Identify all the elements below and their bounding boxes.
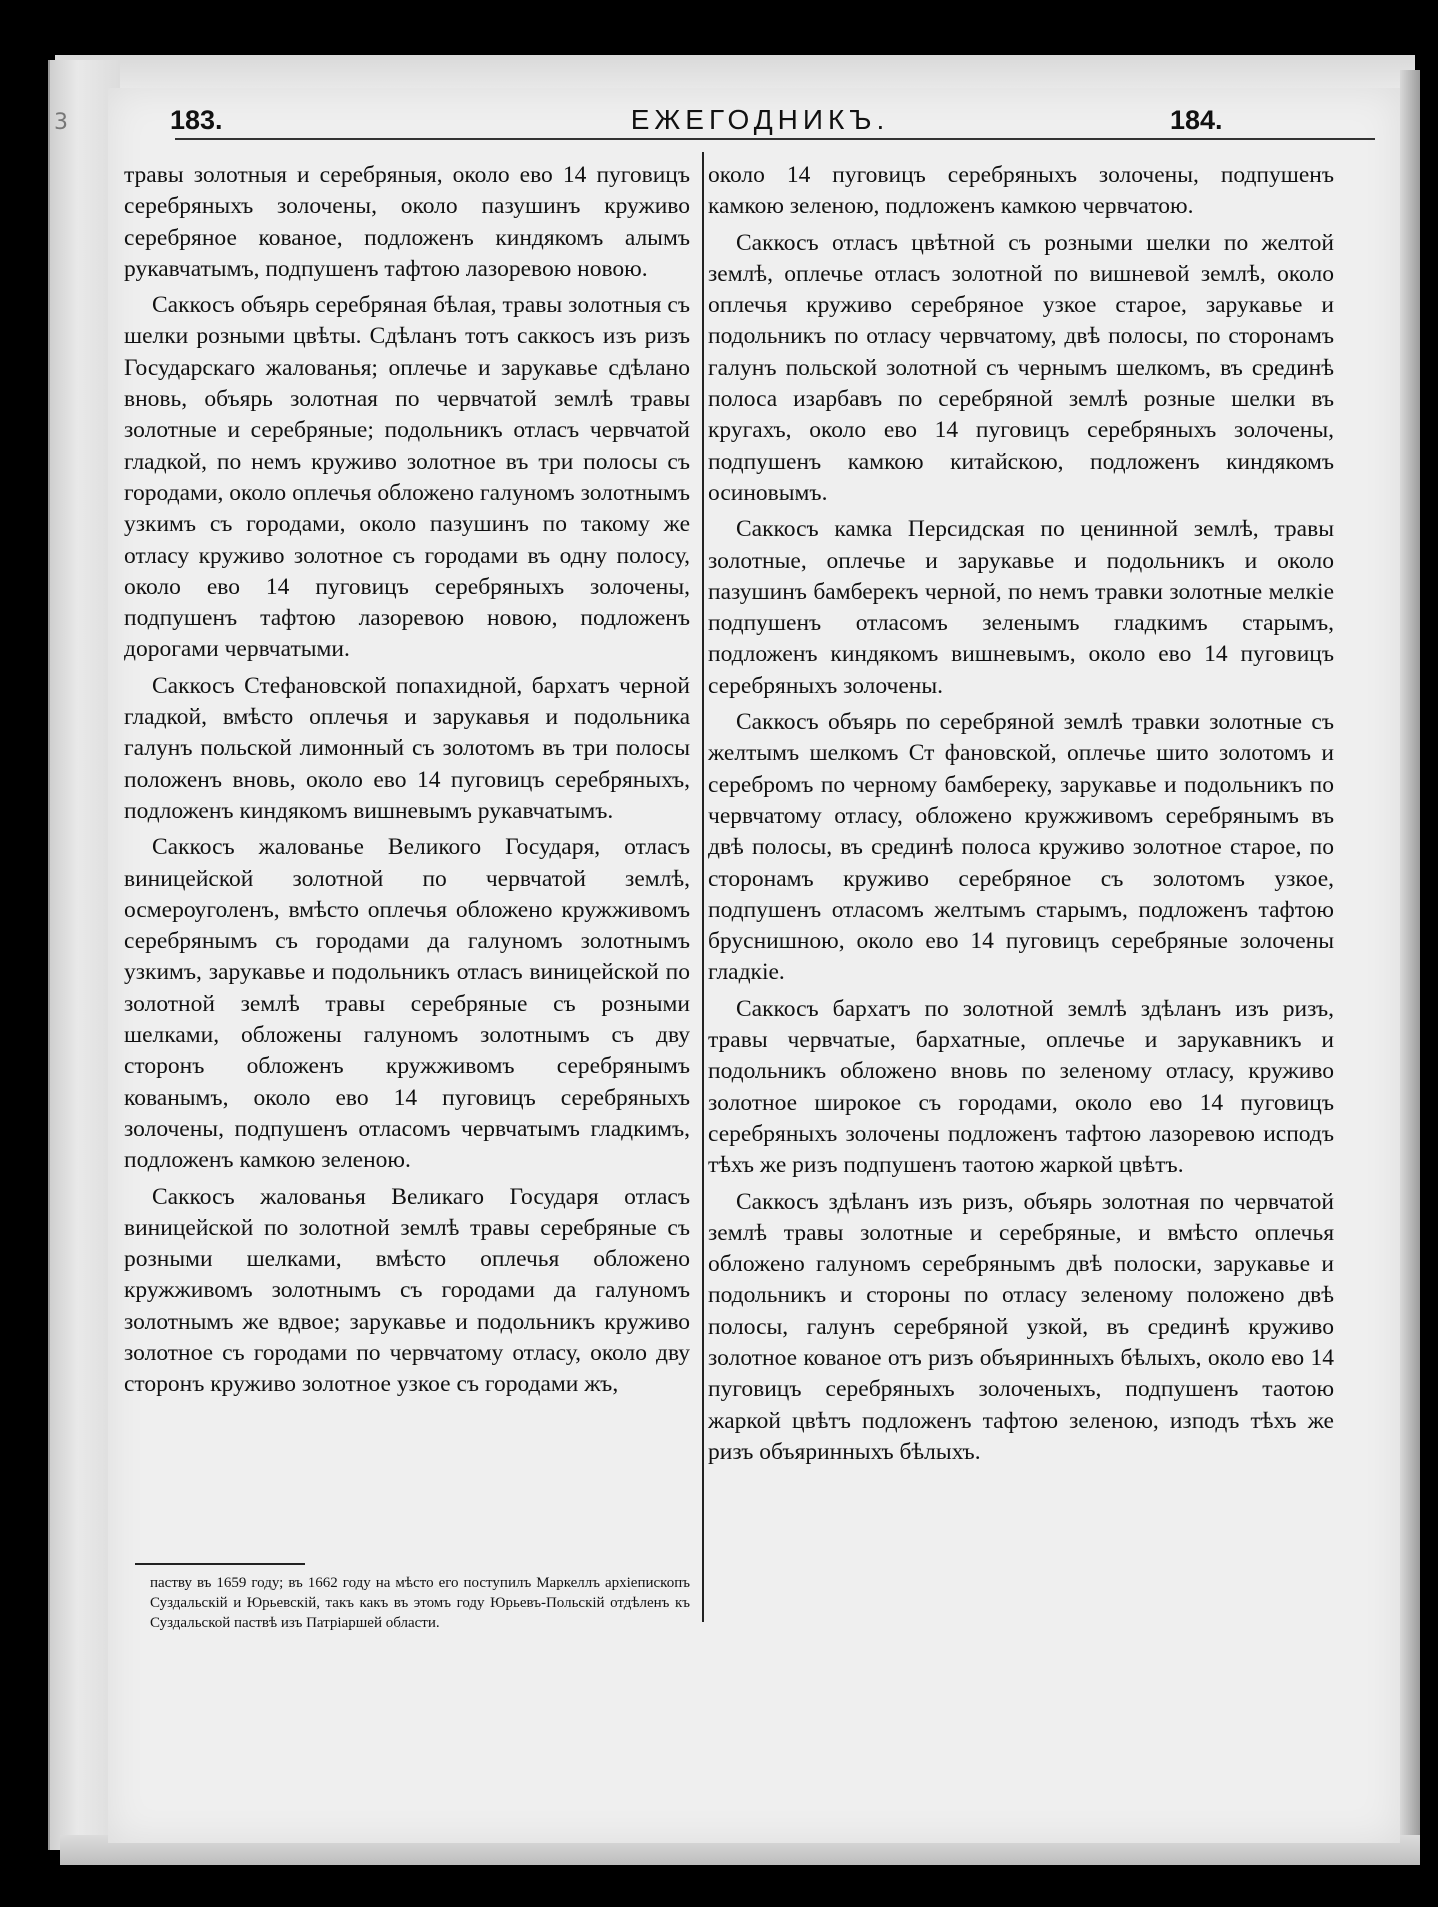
- page-number-left: 183.: [170, 105, 223, 135]
- paragraph: около 14 пуговицъ серебряныхъ золочены, подпушенъ камкою зеленою, подложенъ камкою червчатою.: [708, 162, 1334, 220]
- right-column: [708, 160, 1334, 1468]
- footnote-rule: [135, 1563, 305, 1565]
- margin-mark: 3: [54, 110, 68, 135]
- paragraph: Саккосъ объярь по серебряной землѣ травки золотные съ желтымъ шелкомъ Ст фановской, оплечье шито золотомъ и серебромъ по черному бамбереку, зарукавье и подольникъ по червчатому отласу, обложено кружживомъ серебрянымъ въ двѣ полосы, въ срединѣ полоса круживо золотное старое, по сторонамъ круживо серебряное съ золотомъ узкое, подпушенъ отласомъ желтымъ старымъ, подложенъ тафтою бруснишною, около ево 14 пуговицъ серебряные золочены гладкіе.: [708, 709, 1334, 986]
- paragraph: Саккосъ камка Персидская по ценинной землѣ, травы золотные, оплечье и зарукавье и подольникъ и около пазушинъ бамберекъ черной, по немъ травки золотные мелкіе подпушенъ отласомъ зеленымъ гладкимъ старымъ, подложенъ киндякомъ вишневымъ, около ево 14 пуговицъ серебряныхъ золочены.: [708, 516, 1334, 699]
- column-divider: [702, 152, 704, 1622]
- paragraph: травы золотныя и серебряныя, около ево 14 пуговицъ серебряныхъ золочены, около пазушинъ круживо серебряное кованое, подложенъ киндякомъ алымъ рукавчатымъ, подпушенъ тафтою лазоревою новою.: [124, 162, 690, 282]
- footnote: паству въ 1659 году; въ 1662 году на мѣсто его поступилъ Маркеллъ архіепископъ Суздальскій и Юрьевскій, такъ какъ въ этомъ году Юрьевъ-Польскій отдѣленъ къ Суздальской паствѣ изъ Патріаршей области.: [150, 1575, 690, 1631]
- paragraph: Саккосъ жалованье Великого Государя, отласъ виницейской золотной по червчатой землѣ, осмероуголенъ, вмѣсто оплечья обложено кружживомъ серебрянымъ съ городами да галуномъ золотнымъ узкимъ, зарукавье и подольникъ отласъ виницейской по золотной землѣ травы серебряные съ розными шелками, обложены галуномъ золотнымъ съ дву сторонъ обложенъ кружживомъ серебрянымъ кованымъ, около ево 14 пуговицъ серебряныхъ золочены, подпушенъ отласомъ червчатымъ гладкимъ, подложенъ камкою зеленою.: [124, 834, 690, 1174]
- running-title: ЕЖЕГОДНИКЪ.: [630, 104, 890, 135]
- paper-edge-right: [1400, 70, 1420, 1860]
- paragraph: Саккосъ отласъ цвѣтной съ розными шелки по желтой землѣ, оплечье отласъ золотной по вишневой землѣ, около оплечья круживо серебряное узкое старое, зарукавье и подольникъ по отласу червчатому, двѣ полосы, по сторонамъ галунъ польской золотной съ чернымъ шелкомъ, въ срединѣ полоса изарбавъ по серебряной землѣ розные шелки въ кругахъ, около ево 14 пуговицъ серебряныхъ золочены, подпушенъ камкою китайскою, подложенъ киндякомъ осиновымъ.: [708, 229, 1334, 506]
- paragraph: Саккосъ здѣланъ изъ ризъ, объярь золотная по червчатой землѣ травы золотные и серебряные, и вмѣсто оплечья обложено галуномъ серебрянымъ двѣ полоски, зарукавье и подольникъ и стороны по отласу зеленому положено двѣ полосы, галунъ серебряной узкой, въ срединѣ круживо золотное кованое отъ ризъ объяринныхъ бѣлыхъ, около ево 14 пуговицъ серебряныхъ золоченыхъ, подпушенъ таотою жаркой цвѣтъ подложенъ тафтою зеленою, изподъ тѣхъ же ризъ объяринныхъ бѣлыхъ.: [708, 1188, 1334, 1465]
- header-rule: [175, 138, 1375, 140]
- left-column: [124, 160, 690, 1401]
- page-number-right: 184.: [1170, 105, 1223, 135]
- paragraph: Саккосъ объярь серебряная бѣлая, травы золотныя съ шелки розными цвѣты. Сдѣланъ тотъ саккосъ изъ ризъ Государскаго жалованья; оплечье и зарукавье сдѣлано вновь, объярь золотная по червчатой землѣ травы золотные и серебряные; подольникъ отласъ червчатой гладкой, по немъ круживо золотное въ три полосы съ городами, около оплечья обложено галуномъ золотнымъ узкимъ съ городами, около пазушинъ по такому же отласу круживо золотное съ городами въ одну полосу, около ево 14 пуговицъ серебряныхъ золочены, подпушенъ тафтою лазоревою новою, подложенъ дорогами червчатыми.: [124, 292, 690, 663]
- paragraph: Саккосъ жалованья Великаго Государя отласъ виницейской по золотной землѣ травы серебряные съ розными шелками, вмѣсто оплечья обложено кружживомъ золотнымъ съ городами да галуномъ золотнымъ же вдвое; зарукавье и подольникъ круживо золотное съ городами по червчатому отласу, около дву сторонъ круживо золотное узкое съ городами жъ,: [124, 1183, 690, 1398]
- paragraph: Саккосъ Стефановской попахидной, бархатъ черной гладкой, вмѣсто оплечья и зарукавья и подольника галунъ польской лимонный съ золотомъ въ три полосы положенъ вновь, около ево 14 пуговицъ серебряныхъ, подложенъ киндякомъ вишневымъ рукавчатымъ.: [124, 672, 690, 824]
- paragraph: Саккосъ бархатъ по золотной землѣ здѣланъ изъ ризъ, травы червчатые, бархатные, оплечье и зарукавникъ и подольникъ обложено вновь по зеленому отласу, круживо золотное широкое съ городами, около ево 14 пуговицъ серебряныхъ золочены подложенъ тафтою лазоревою исподъ тѣхъ же ризъ подпушенъ таотою жаркой цвѣтъ.: [708, 995, 1334, 1179]
